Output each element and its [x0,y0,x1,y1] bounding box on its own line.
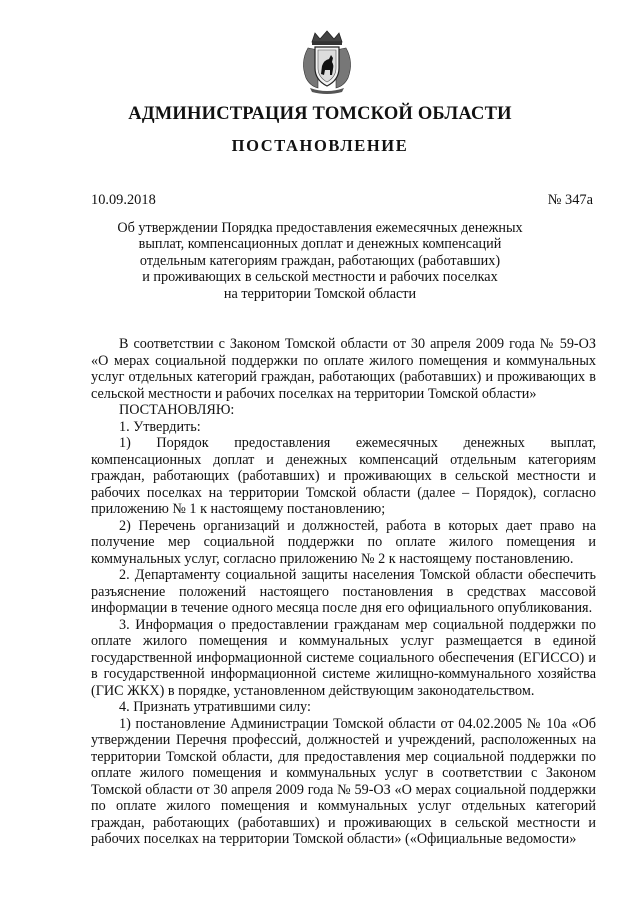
body-paragraph-item-3: 3. Информация о предоставлении гражданам мер социальной поддержки по оплате жилого помещения и коммунальных услуг размещается в единой государственной информационной системе социального обеспечения (ЕГИССО) и в государственной информационной системе жилищно-коммунального хозяйства (ГИС ЖКХ) в порядке, установленном действующим законодательством. [91,616,596,699]
document-body [91,336,596,848]
body-paragraph-item-4: 4. Признать утратившими силу: [119,699,311,715]
document-type: ПОСТАНОВЛЕНИЕ [231,136,409,155]
body-paragraph-preamble: В соответствии с Законом Томской области от 30 апреля 2009 года № 59-ОЗ «О мерах социальной поддержки по оплате жилого помещения и коммунальных услуг отдельных категорий граждан, работающих (работавших) и проживающих в сельской местности и рабочих поселках на территории Томской области» [91,336,596,402]
document-date: 10.09.2018 [91,192,156,208]
subject-line: отдельным категориям граждан, работающих (работавших) [139,252,501,269]
organization-title: АДМИНИСТРАЦИЯ ТОМСКОЙ ОБЛАСТИ [128,104,512,124]
body-paragraph-resolve: ПОСТАНОВЛЯЮ: [119,402,235,418]
body-paragraph-item-1-2: 2) Перечень организаций и должностей, работа в которых дает право на получение мер социальной поддержки по оплате жилого помещения и коммунальных услуг, согласно приложению № 2 к настоящему постановлению. [91,517,596,567]
body-paragraph-item-2: 2. Департаменту социальной защиты населения Томской области обеспечить разъяснение положений настоящего постановления в средствах массовой информации в течение одного месяца после дня его официального опубликования. [91,567,596,616]
subject-line: выплат, компенсационных доплат и денежных компенсаций [138,236,502,253]
subject-line: на территории Томской области [223,285,417,302]
body-paragraph-approve: 1. Утвердить: [119,418,201,435]
coat-of-arms-icon [298,28,356,94]
subject-line: Об утверждении Порядка предоставления ежемесячных денежных [117,220,523,236]
document-number: № 347а [547,192,593,208]
body-paragraph-item-4-1: 1) постановление Администрации Томской области от 04.02.2005 № 10а «Об утверждении Перечня профессий, должностей и учреждений, расположенных на территории Томской области, для предоставления мер социальной поддержки по оплате жилого помещения и коммунальных услуг в соответствии с Законом Томской области от 30 апреля 2009 года № 59-ОЗ «О мерах социальной поддержки по оплате жилого помещения и коммунальных услуг отдельных категорий граждан, работающих (работавших) и проживающих в сельской местности и рабочих поселках на территории Томской области» («Официальные ведомости» [91,715,596,847]
body-paragraph-item-1-1: 1) Порядок предоставления ежемесячных денежных выплат, компенсационных доплат и денежных компенсаций отдельным категориям граждан, работающих (работавших) и проживающих в сельской местности и рабочих поселках на территории Томской области (далее – Порядок), согласно приложению № 1 к настоящему постановлению; [91,435,596,517]
document-subject [100,220,540,302]
subject-line: и проживающих в сельской местности и рабочих поселках [142,269,498,286]
